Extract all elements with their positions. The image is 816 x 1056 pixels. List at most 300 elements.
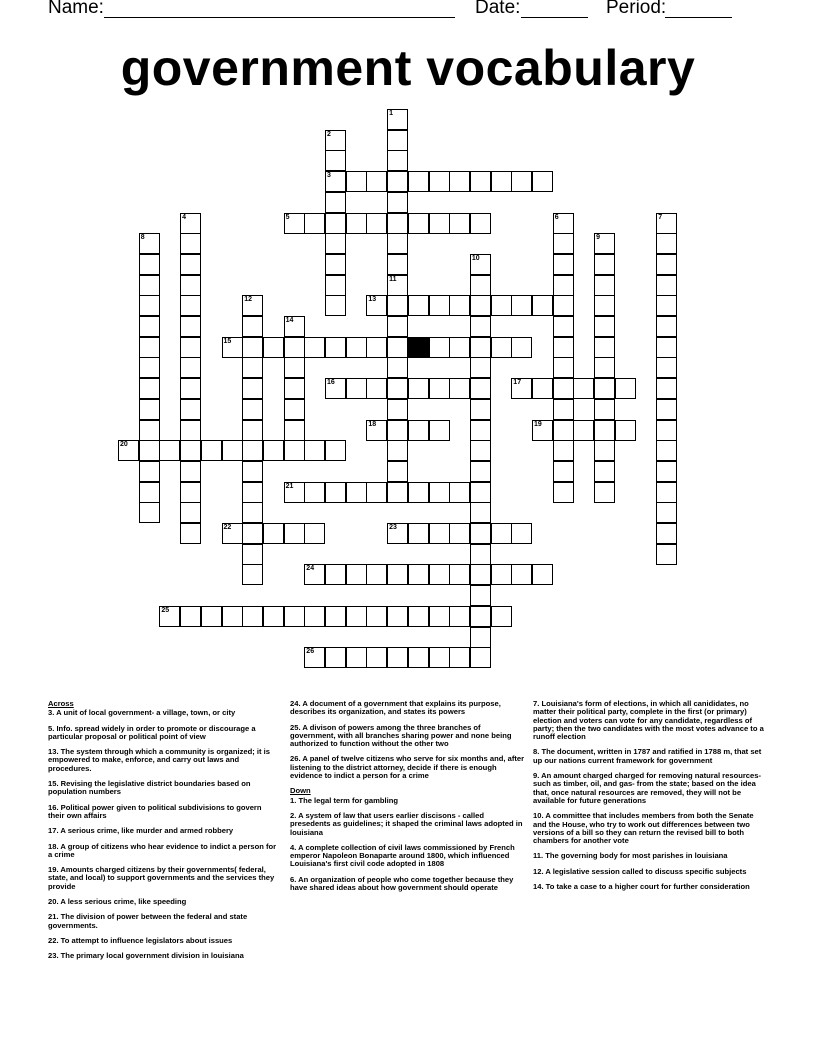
crossword-cell[interactable] [325, 150, 346, 171]
crossword-cell[interactable] [325, 254, 346, 275]
crossword-cell[interactable] [325, 482, 346, 503]
crossword-cell[interactable] [325, 171, 346, 192]
crossword-cell[interactable] [511, 523, 532, 544]
crossword-cell[interactable] [553, 420, 574, 441]
crossword-cell[interactable] [387, 275, 408, 296]
crossword-cell[interactable] [304, 564, 325, 585]
crossword-cell[interactable] [242, 482, 263, 503]
crossword-cell[interactable] [346, 337, 367, 358]
crossword-cell[interactable] [284, 440, 305, 461]
clue: 2. A system of law that users earlier discisons - called presedents as guidelines; it shaped the criminal laws adopted in louisiana [290, 810, 523, 837]
crossword-cell[interactable] [180, 357, 201, 378]
crossword-cell[interactable] [366, 482, 387, 503]
crossword-cell[interactable] [263, 606, 284, 627]
crossword-cell[interactable] [408, 378, 429, 399]
crossword-cell[interactable] [594, 254, 615, 275]
clue: 7. Louisiana's form of elections, in which all canididates, no matter their political party, complete in the first (or primary) election and voters can vote for any candidate, regardless of party; then the two candidates with the most votes advance to a runoff election [533, 699, 764, 742]
crossword-cell[interactable] [491, 295, 512, 316]
crossword-cell[interactable] [449, 482, 470, 503]
crossword-cell[interactable] [366, 606, 387, 627]
crossword-cell[interactable] [284, 316, 305, 337]
crossword-cell[interactable] [180, 523, 201, 544]
clue: 14. To take a case to a higher court for further consideration [533, 882, 750, 892]
crossword-cell[interactable] [180, 461, 201, 482]
crossword-cell[interactable] [656, 440, 677, 461]
crossword-cell[interactable] [470, 461, 491, 482]
clue-number: 4 [182, 213, 186, 221]
crossword-cell[interactable] [180, 295, 201, 316]
crossword-cell[interactable] [449, 295, 470, 316]
crossword-cell[interactable] [656, 295, 677, 316]
crossword-cell[interactable] [304, 213, 325, 234]
crossword-cell[interactable] [387, 337, 408, 358]
crossword-cell[interactable] [656, 482, 677, 503]
crossword-cell[interactable] [387, 295, 408, 316]
crossword-cell[interactable] [180, 213, 201, 234]
crossword-cell[interactable] [284, 213, 305, 234]
crossword-cell[interactable] [284, 420, 305, 441]
crossword-cell[interactable] [656, 378, 677, 399]
crossword-cell[interactable] [573, 378, 594, 399]
crossword-cell[interactable] [429, 295, 450, 316]
clue: 21. The division of power between the federal and state governments. [48, 912, 248, 930]
clues-column-3 [533, 700, 768, 898]
crossword-cell[interactable] [532, 171, 553, 192]
clue: 25. A divison of powers among the three branches of government, with all branches sharing power and none being authorized to function without the other two [290, 722, 512, 749]
crossword-cell[interactable] [656, 420, 677, 441]
crossword-cell[interactable] [366, 564, 387, 585]
crossword-cell[interactable] [387, 171, 408, 192]
crossword-cell[interactable] [470, 627, 491, 648]
crossword-cell[interactable] [470, 213, 491, 234]
crossword-cell[interactable] [201, 606, 222, 627]
crossword-cell[interactable] [594, 420, 615, 441]
crossword-cell[interactable] [553, 213, 574, 234]
crossword-cell[interactable] [429, 171, 450, 192]
crossword-cell[interactable] [408, 523, 429, 544]
crossword-cell[interactable] [553, 378, 574, 399]
crossword-cell[interactable] [242, 544, 263, 565]
crossword-cell[interactable] [594, 399, 615, 420]
crossword-cell[interactable] [429, 482, 450, 503]
crossword-cell[interactable] [408, 420, 429, 441]
crossword-cell[interactable] [242, 420, 263, 441]
clues-column-1 [48, 700, 278, 968]
name-label: Name: [48, 0, 104, 18]
crossword-cell[interactable] [284, 606, 305, 627]
crossword-cell[interactable] [553, 440, 574, 461]
crossword-cell[interactable] [656, 502, 677, 523]
crossword-cell[interactable] [180, 316, 201, 337]
crossword-cell[interactable] [553, 316, 574, 337]
crossword-cell[interactable] [594, 275, 615, 296]
crossword-cell[interactable] [470, 295, 491, 316]
crossword-cell[interactable] [139, 233, 160, 254]
crossword-cell[interactable] [594, 337, 615, 358]
crossword-cell[interactable] [511, 295, 532, 316]
crossword-cell[interactable] [553, 233, 574, 254]
crossword-cell[interactable] [470, 337, 491, 358]
crossword-cell[interactable] [470, 606, 491, 627]
crossword-cell[interactable] [222, 440, 243, 461]
clue-number: 26 [306, 648, 315, 656]
crossword-cell[interactable] [346, 378, 367, 399]
crossword-cell[interactable] [242, 440, 263, 461]
crossword-cell[interactable] [429, 647, 450, 668]
crossword-cell[interactable] [429, 337, 450, 358]
crossword-cell[interactable] [222, 523, 243, 544]
crossword-cell[interactable] [511, 171, 532, 192]
crossword-cell[interactable] [242, 564, 263, 585]
clue-number: 12 [244, 296, 252, 304]
crossword-cell[interactable] [325, 378, 346, 399]
crossword-cell[interactable] [511, 337, 532, 358]
crossword-cell[interactable] [180, 482, 201, 503]
crossword-cell[interactable] [491, 523, 512, 544]
crossword-cell[interactable] [242, 295, 263, 316]
crossword-cell[interactable] [139, 420, 160, 441]
clue: 6. An organization of people who come together because they have shared ideas about how government should operate [290, 874, 514, 893]
crossword-cell[interactable] [429, 378, 450, 399]
crossword-cell[interactable] [470, 564, 491, 585]
crossword-cell[interactable] [573, 420, 594, 441]
crossword-cell[interactable] [408, 647, 429, 668]
clue-number: 2 [327, 130, 331, 138]
date-label: Date: [475, 0, 521, 18]
crossword-cell[interactable] [139, 440, 160, 461]
crossword-cell[interactable] [553, 254, 574, 275]
crossword-cell[interactable] [387, 109, 408, 130]
crossword-cell[interactable] [553, 295, 574, 316]
crossword-cell[interactable] [304, 337, 325, 358]
crossword-cell[interactable] [429, 213, 450, 234]
crossword-cell[interactable] [491, 564, 512, 585]
crossword-cell[interactable] [594, 295, 615, 316]
crossword-cell[interactable] [180, 606, 201, 627]
crossword-cell[interactable] [304, 523, 325, 544]
crossword-cell[interactable] [284, 399, 305, 420]
crossword-cell[interactable] [470, 482, 491, 503]
crossword-cell[interactable] [366, 213, 387, 234]
crossword-cell[interactable] [470, 378, 491, 399]
clue-number: 24 [306, 565, 315, 573]
crossword-cell[interactable] [470, 523, 491, 544]
crossword-cell[interactable] [139, 399, 160, 420]
crossword-cell[interactable] [325, 440, 346, 461]
crossword-cell[interactable] [325, 564, 346, 585]
clue-number: 8 [140, 234, 145, 242]
crossword-cell[interactable] [284, 523, 305, 544]
crossword-cell[interactable] [408, 564, 429, 585]
crossword-cell[interactable] [470, 502, 491, 523]
crossword-cell[interactable] [532, 564, 553, 585]
crossword-cell[interactable] [429, 420, 450, 441]
crossword-cell[interactable] [325, 606, 346, 627]
crossword-cell[interactable] [532, 295, 553, 316]
crossword-cell[interactable] [553, 461, 574, 482]
crossword-cell[interactable] [449, 378, 470, 399]
crossword-cell[interactable] [656, 544, 677, 565]
crossword-cell[interactable] [180, 378, 201, 399]
clue: 5. Info. spread widely in order to promote or discourage a particular proposal or political point of view [48, 723, 256, 741]
clues-column-2 [290, 700, 526, 899]
crossword-cell[interactable] [656, 399, 677, 420]
crossword-cell[interactable] [594, 440, 615, 461]
clue-number: 18 [368, 420, 377, 428]
crossword-cell[interactable] [429, 606, 450, 627]
crossword-cell[interactable] [491, 337, 512, 358]
crossword-cell[interactable] [242, 399, 263, 420]
crossword-cell[interactable] [366, 337, 387, 358]
crossword-cell[interactable] [366, 420, 387, 441]
crossword-cell[interactable] [180, 420, 201, 441]
crossword-cell[interactable] [656, 254, 677, 275]
crossword-cell[interactable] [449, 213, 470, 234]
crossword-cell[interactable] [470, 544, 491, 565]
crossword-cell[interactable] [242, 523, 263, 544]
clue: 1. The legal term for gambling [290, 795, 399, 805]
crossword-cell[interactable] [615, 420, 636, 441]
crossword-cell[interactable] [470, 440, 491, 461]
clue-number: 6 [554, 213, 559, 221]
crossword-cell[interactable] [387, 130, 408, 151]
crossword-cell[interactable] [159, 440, 180, 461]
crossword-cell[interactable] [325, 275, 346, 296]
clue: 23. The primary local government division in louisiana [48, 951, 244, 961]
crossword-cell[interactable] [242, 337, 263, 358]
crossword-cell[interactable] [139, 295, 160, 316]
clue-number: 19 [534, 420, 542, 428]
crossword-cell[interactable] [594, 482, 615, 503]
crossword-cell[interactable] [325, 213, 346, 234]
crossword-cell[interactable] [284, 357, 305, 378]
crossword-cell[interactable] [387, 254, 408, 275]
crossword-cell[interactable] [118, 440, 139, 461]
down-heading: Down [290, 786, 311, 796]
crossword-cell[interactable] [346, 213, 367, 234]
crossword-cell[interactable] [139, 337, 160, 358]
crossword-cell[interactable] [139, 378, 160, 399]
crossword-cell[interactable] [139, 482, 160, 503]
clue: 19. Amounts charged citizens by their governments( federal, state, and local) to support governments and the services they provide [48, 865, 275, 891]
crossword-cell[interactable] [325, 130, 346, 151]
crossword-cell[interactable] [511, 378, 532, 399]
crossword-cell[interactable] [263, 523, 284, 544]
crossword-cell[interactable] [656, 316, 677, 337]
crossword-cell[interactable] [139, 357, 160, 378]
crossword-cell[interactable] [346, 482, 367, 503]
crossword-cell[interactable] [325, 192, 346, 213]
clue-number: 10 [471, 254, 480, 262]
crossword-cell[interactable] [594, 233, 615, 254]
crossword-cell[interactable] [553, 357, 574, 378]
crossword-cell[interactable] [656, 213, 677, 234]
crossword-cell[interactable] [159, 606, 180, 627]
crossword-cell[interactable] [656, 523, 677, 544]
crossword-cell[interactable] [387, 357, 408, 378]
crossword-cell[interactable] [387, 523, 408, 544]
clue: 17. A serious crime, like murder and armed robbery [48, 826, 234, 836]
crossword-cell[interactable] [366, 295, 387, 316]
crossword-cell[interactable] [449, 647, 470, 668]
page-title: government vocabulary [120, 40, 696, 96]
crossword-cell[interactable] [387, 378, 408, 399]
clue-number: 25 [161, 606, 170, 614]
crossword-cell[interactable] [304, 606, 325, 627]
crossword-cell[interactable] [139, 502, 160, 523]
clue: 8. The document, written in 1787 and ratified in 1788 m, that set up our nations current framework for government [533, 747, 762, 765]
crossword-cell[interactable] [449, 171, 470, 192]
clue: 15. Revising the legislative district boundaries based on population numbers [48, 779, 251, 797]
clue-number: 17 [513, 379, 522, 387]
crossword-cell[interactable] [553, 399, 574, 420]
crossword-cell[interactable] [594, 378, 615, 399]
crossword-cell[interactable] [304, 647, 325, 668]
crossword-cell[interactable] [553, 337, 574, 358]
crossword-cell[interactable] [470, 585, 491, 606]
crossword-cell[interactable] [511, 564, 532, 585]
crossword-cell[interactable] [304, 440, 325, 461]
crossword-cell[interactable] [180, 399, 201, 420]
clue: 20. A less serious crime, like speeding [48, 897, 187, 907]
clue: 10. A committee that includes members from both the Senate and the House, who try to work out differences between two versions of a bill so they can return the revised bill to both chambers for another vote [533, 811, 754, 846]
crossword-cell[interactable] [470, 316, 491, 337]
crossword-cell[interactable] [408, 213, 429, 234]
crossword-cell[interactable] [387, 482, 408, 503]
crossword-cell[interactable] [346, 564, 367, 585]
clue-number: 11 [389, 275, 397, 283]
clue-number: 21 [285, 482, 294, 490]
crossword-cell[interactable] [449, 337, 470, 358]
crossword-cell[interactable] [387, 606, 408, 627]
crossword-cell[interactable] [325, 233, 346, 254]
crossword-cell[interactable] [470, 171, 491, 192]
crossword-cell[interactable] [139, 461, 160, 482]
crossword-cell[interactable] [594, 461, 615, 482]
crossword-cell[interactable] [387, 420, 408, 441]
crossword-cell[interactable] [429, 523, 450, 544]
crossword-cell[interactable] [201, 440, 222, 461]
crossword-cell[interactable] [325, 647, 346, 668]
clue: 22. To attempt to influence legislators about issues [48, 935, 233, 945]
crossword-cell[interactable] [387, 233, 408, 254]
crossword-cell[interactable] [366, 171, 387, 192]
crossword-cell[interactable] [180, 275, 201, 296]
crossword-cell[interactable] [470, 420, 491, 441]
crossword-cell[interactable] [656, 233, 677, 254]
crossword-cell[interactable] [532, 420, 553, 441]
crossword-cell[interactable] [470, 647, 491, 668]
clue-number: 13 [368, 296, 377, 304]
crossword-cell[interactable] [180, 254, 201, 275]
crossword-cell[interactable] [139, 316, 160, 337]
crossword-cell[interactable] [470, 357, 491, 378]
crossword-cell[interactable] [387, 647, 408, 668]
crossword-cell[interactable] [242, 378, 263, 399]
crossword-cell[interactable] [656, 337, 677, 358]
crossword-cell[interactable] [429, 564, 450, 585]
crossword-cell[interactable] [366, 378, 387, 399]
crossword-cell[interactable] [284, 378, 305, 399]
crossword-cell[interactable] [553, 482, 574, 503]
crossword-cell[interactable] [408, 482, 429, 503]
crossword-cell[interactable] [656, 357, 677, 378]
crossword-cell[interactable] [387, 316, 408, 337]
crossword-cell[interactable] [180, 440, 201, 461]
crossword-cell[interactable] [491, 171, 512, 192]
crossword-cell[interactable] [242, 461, 263, 482]
crossword-cell[interactable] [656, 461, 677, 482]
crossword-cell[interactable] [346, 171, 367, 192]
crossword-cell[interactable] [387, 213, 408, 234]
crossword-cell[interactable] [387, 461, 408, 482]
crossword-cell[interactable] [242, 502, 263, 523]
crossword-cell[interactable] [470, 254, 491, 275]
crossword-cell[interactable] [346, 647, 367, 668]
crossword-cell[interactable] [387, 440, 408, 461]
crossword-cell[interactable] [594, 316, 615, 337]
crossword-cell[interactable] [242, 606, 263, 627]
crossword-cell[interactable] [449, 564, 470, 585]
crossword-cell[interactable] [408, 171, 429, 192]
clue-number: 9 [596, 234, 600, 242]
crossword-cell[interactable] [242, 316, 263, 337]
clue-number: 1 [389, 110, 393, 117]
clue-number: 5 [285, 213, 290, 221]
crossword-cell[interactable] [325, 337, 346, 358]
crossword-cell[interactable] [222, 337, 243, 358]
crossword-cell[interactable] [532, 378, 553, 399]
crossword-cell[interactable] [387, 564, 408, 585]
crossword-cell[interactable] [180, 502, 201, 523]
crossword-cell[interactable] [284, 337, 305, 358]
clue: 13. The system through which a community is organized; it is empowered to make, enforce, and carry out laws and procedures. [48, 747, 270, 773]
crossword-cell[interactable] [263, 337, 284, 358]
crossword-cell[interactable] [615, 378, 636, 399]
crossword-cell[interactable] [325, 295, 346, 316]
crossword-cell[interactable] [222, 606, 243, 627]
crossword-cell[interactable] [408, 295, 429, 316]
crossword-cell[interactable] [491, 606, 512, 627]
clue-list-down [290, 797, 526, 893]
crossword-cell[interactable] [387, 192, 408, 213]
clue: 4. A complete collection of civil laws commissioned by French emperor Napoleon Bonaparte around 1800, which influenced Louisiana's first civil code adopted in 1808 [290, 842, 515, 869]
crossword-cell[interactable] [594, 357, 615, 378]
crossword-cell[interactable] [284, 482, 305, 503]
crossword-cell[interactable] [304, 482, 325, 503]
crossword-cell[interactable] [180, 337, 201, 358]
crossword-cell[interactable] [263, 440, 284, 461]
crossword-cell[interactable] [553, 275, 574, 296]
clue-number: 22 [223, 524, 232, 531]
crossword-cell[interactable] [408, 606, 429, 627]
crossword-cell[interactable] [387, 399, 408, 420]
crossword-cell[interactable] [387, 150, 408, 171]
clue-number: 16 [327, 379, 335, 387]
clue: 24. A document of a government that explains its purpose, describes its organization, and states its powers [290, 699, 501, 717]
crossword-cell[interactable] [470, 275, 491, 296]
crossword-cell[interactable] [366, 647, 387, 668]
crossword-cell[interactable] [470, 399, 491, 420]
crossword-cell[interactable] [139, 254, 160, 275]
crossword-cell[interactable] [449, 606, 470, 627]
crossword-cell[interactable] [346, 606, 367, 627]
crossword-cell[interactable] [139, 275, 160, 296]
crossword-cell[interactable] [656, 275, 677, 296]
crossword-cell[interactable] [242, 357, 263, 378]
crossword-cell[interactable] [449, 523, 470, 544]
crossword-cell[interactable] [180, 233, 201, 254]
